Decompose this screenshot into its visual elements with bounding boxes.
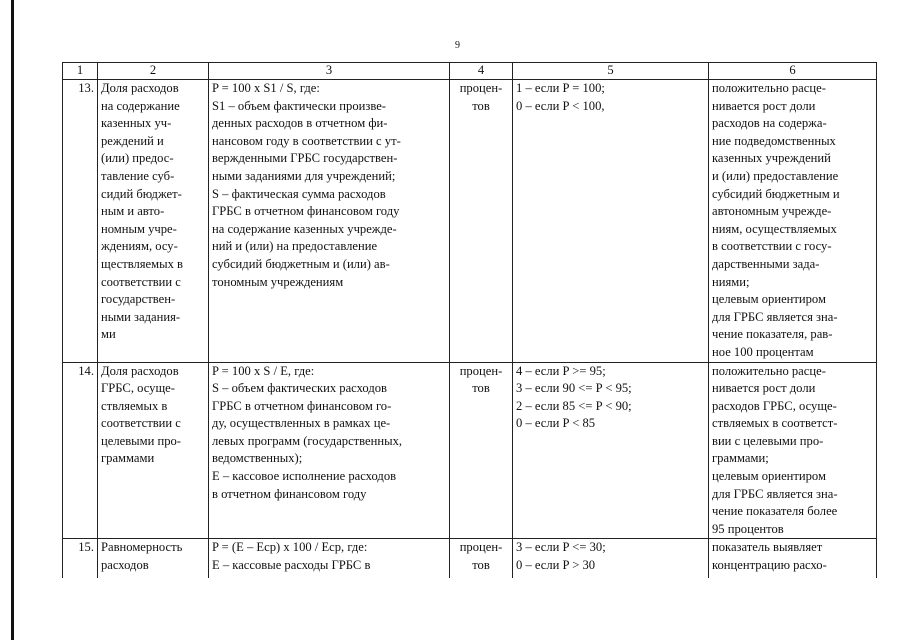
page-number: 9 [455, 40, 460, 51]
formula-line: S – фактическая сумма расходов [212, 186, 386, 201]
header-cell: 2 [98, 63, 209, 80]
formula-line: ГРБС в отчетном финансовом году [212, 204, 400, 219]
formula-line: ний и (или) на предоставление [212, 239, 378, 254]
note-cell [709, 362, 877, 539]
formula-line: ду, осуществленных в рамках це- [212, 416, 391, 431]
formula-line: на содержание казенных учрежде- [212, 221, 397, 236]
score-line: 4 – если P >= 95; [516, 363, 606, 378]
table-header-row [63, 63, 877, 80]
row-number: 15. [63, 539, 98, 595]
formula-line: денных расходов в отчетном фи- [212, 116, 388, 131]
indicator-name-line: соответствии с [101, 416, 181, 431]
formula-line: ГРБС в отчетном финансовом го- [212, 398, 392, 413]
note-line: нивается рост доли [712, 381, 816, 396]
indicator-name-cell [98, 362, 209, 539]
note-line: для ГРБС является зна- [712, 309, 838, 324]
note-line: расходов на содержа- [712, 116, 827, 131]
note-line: ниям, осуществляемых [712, 221, 837, 236]
formula-line: E – кассовое исполнение расходов [212, 469, 397, 484]
note-line: чение показателя, рав- [712, 327, 833, 342]
note-line: казенных учреждений [712, 151, 831, 166]
score-line: 0 – если P > 30 [516, 558, 596, 573]
indicator-name-line: на содержание [101, 98, 180, 113]
formula-line: левых программ (государственных, [212, 433, 403, 448]
note-line: нивается рост доли [712, 98, 816, 113]
note-line: показатель выявляет [712, 540, 823, 555]
note-line: в соответствии с госу- [712, 239, 832, 254]
row-number: 13. [63, 80, 98, 363]
indicator-name-line: Доля расходов [101, 363, 179, 378]
indicator-name-line: реждений и [101, 133, 164, 148]
note-line: дарственными зада- [712, 256, 820, 271]
indicator-name-line: сидий бюджет- [101, 186, 182, 201]
note-line: чение показателя более [712, 504, 838, 519]
note-line: концентрацию расхо- [712, 558, 827, 573]
formula-line: ными заданиями для учреждений; [212, 168, 396, 183]
note-line: для ГРБС является зна- [712, 486, 838, 501]
note-line: расходов ГРБС, осуще- [712, 398, 837, 413]
indicator-name-line: тавление суб- [101, 168, 175, 183]
unit-cell [450, 362, 513, 539]
page-left-border [11, 0, 14, 640]
unit-line: тов [472, 381, 490, 396]
score-cell [513, 362, 709, 539]
indicator-name-line: (или) предос- [101, 151, 174, 166]
note-line: субсидий бюджетным и [712, 186, 840, 201]
header-cell: 5 [513, 63, 709, 80]
unit-line: тов [472, 558, 490, 573]
note-line: положительно расце- [712, 81, 826, 95]
indicator-name-line: государствен- [101, 292, 176, 307]
note-line: целевым ориентиром [712, 292, 826, 307]
header-cell: 1 [63, 63, 98, 80]
note-line: 95 процентов [712, 521, 784, 536]
unit-line: процен- [459, 363, 503, 378]
indicator-name-line: Доля расходов [101, 81, 179, 95]
row-number: 14. [63, 362, 98, 539]
formula-line: P = (E – Eср) x 100 / Eср, где: [212, 540, 368, 555]
score-line: 2 – если 85 <= P < 90; [516, 398, 632, 413]
note-line: положительно расце- [712, 363, 826, 378]
formula-line: E – кассовые расходы ГРБС в [212, 558, 371, 573]
indicator-name-line: номным учре- [101, 221, 177, 236]
header-cell: 3 [209, 63, 450, 80]
header-cell: 6 [709, 63, 877, 80]
formula-line: тономным учреждениям [212, 274, 344, 289]
score-line: 0 – если P < 100, [516, 98, 605, 113]
formula-line: S1 – объем фактически произве- [212, 98, 386, 113]
note-line: ное 100 процентам [712, 344, 814, 359]
unit-cell [450, 80, 513, 363]
score-line: 3 – если P <= 30; [516, 540, 606, 555]
unit-line: процен- [459, 540, 503, 555]
formula-line: ведомственных); [212, 451, 303, 466]
indicator-name-line: ными задания- [101, 309, 181, 324]
formula-line: нансовом году в соответствии с ут- [212, 133, 401, 148]
indicator-name-line: ществляемых в [101, 256, 183, 271]
formula-line: S – объем фактических расходов [212, 381, 387, 396]
score-cell [513, 80, 709, 363]
note-line: ние подведомственных [712, 133, 836, 148]
header-cell: 4 [450, 63, 513, 80]
indicator-name-line: граммами [101, 451, 155, 466]
indicator-name-line: ствляемых в [101, 398, 168, 413]
formula-line: P = 100 x S1 / S, где: [212, 81, 320, 95]
note-line: и (или) предоставление [712, 168, 839, 183]
indicator-name-line: ГРБС, осуще- [101, 381, 175, 396]
indicator-name-line: Равномерность [101, 540, 183, 555]
score-line: 0 – если P < 85 [516, 416, 596, 431]
note-cell [709, 80, 877, 363]
note-line: ниями; [712, 274, 750, 289]
score-line: 1 – если P = 100; [516, 81, 605, 95]
formula-line: P = 100 x S / E, где: [212, 363, 315, 378]
table-row [63, 362, 877, 539]
indicator-name-line: целевыми про- [101, 433, 181, 448]
note-line: ствляемых в соответст- [712, 416, 838, 431]
unit-line: тов [472, 98, 490, 113]
indicators-table [62, 62, 877, 595]
unit-line: процен- [459, 81, 503, 95]
formula-line: субсидий бюджетным и (или) ав- [212, 256, 390, 271]
formula-line: в отчетном финансовом году [212, 486, 367, 501]
page-bottom-margin [62, 578, 878, 640]
indicator-name-line: ждениям, осу- [101, 239, 178, 254]
indicator-name-line: ным и авто- [101, 204, 165, 219]
indicator-name-line: ми [101, 327, 116, 342]
note-line: вии с целевыми про- [712, 433, 824, 448]
note-line: граммами; [712, 451, 769, 466]
indicator-name-line: казенных уч- [101, 116, 172, 131]
formula-cell [209, 362, 450, 539]
note-line: целевым ориентиром [712, 469, 826, 484]
indicator-name-cell [98, 80, 209, 363]
table-row [63, 80, 877, 363]
indicator-name-line: соответствии с [101, 274, 181, 289]
note-line: автономным учрежде- [712, 204, 832, 219]
indicator-name-line: расходов [101, 558, 149, 573]
score-line: 3 – если 90 <= P < 95; [516, 381, 632, 396]
formula-line: вержденными ГРБС государствен- [212, 151, 398, 166]
formula-cell [209, 80, 450, 363]
